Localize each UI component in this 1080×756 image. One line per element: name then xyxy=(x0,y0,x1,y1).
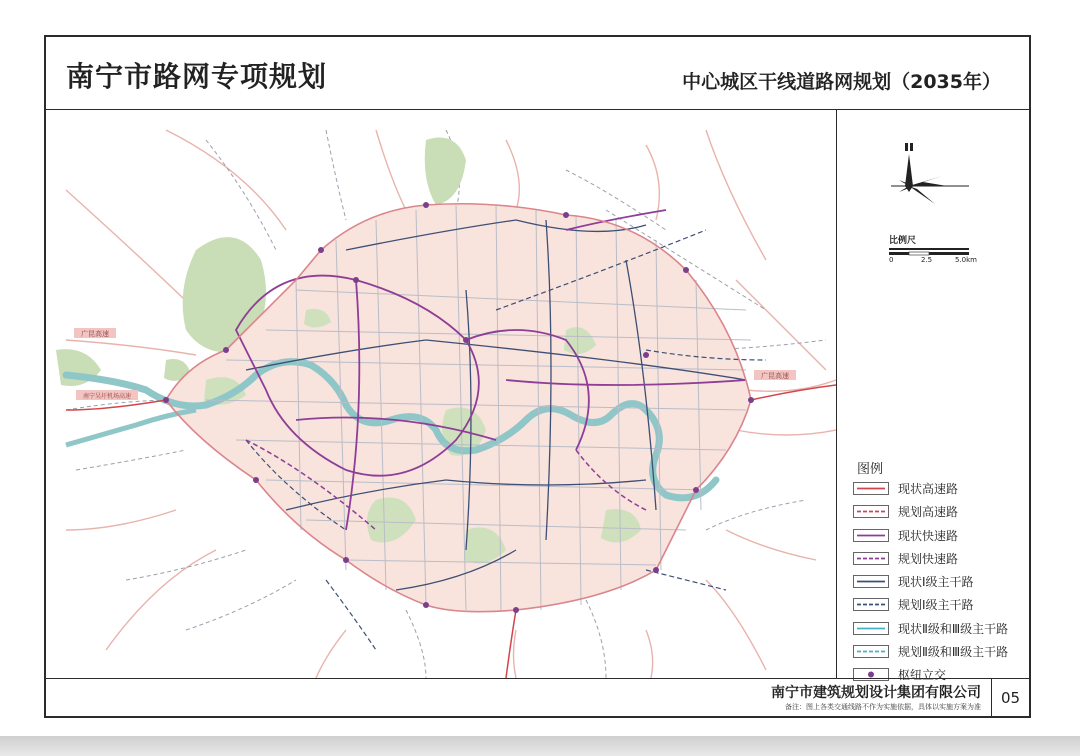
legend-symbol xyxy=(853,482,889,495)
north-arrow-icon xyxy=(887,140,977,224)
legend-item xyxy=(853,619,1029,642)
scale-tick: 0 xyxy=(889,256,894,264)
legend-label: 规划Ⅰ级主干路 xyxy=(898,598,974,613)
scale-tick: 5.0km xyxy=(955,256,978,264)
legend-item xyxy=(853,595,1029,618)
legend-symbol xyxy=(853,552,889,565)
legend-symbol-mark xyxy=(854,646,888,657)
legend-symbol xyxy=(853,505,889,518)
legend-item xyxy=(853,642,1029,665)
page-number: 05 xyxy=(991,679,1029,717)
legend-symbol xyxy=(853,645,889,658)
map-sheet xyxy=(44,35,1031,718)
company-name: 南宁市建筑规划设计集团有限公司 xyxy=(771,685,981,701)
scale-tick: 2.5 xyxy=(921,256,933,264)
footer-note: 备注：图上各类交通线路不作为实施依据，具体以实施方案为准 xyxy=(785,703,981,711)
legend-symbol xyxy=(853,622,889,635)
legend-label: 现状快速路 xyxy=(898,528,959,543)
sheet-title: 南宁市路网专项规划 xyxy=(66,60,328,93)
legend-item xyxy=(853,502,1029,525)
map-canvas xyxy=(46,110,836,678)
legend-symbol-mark xyxy=(854,623,888,634)
route-label: 广昆高速 xyxy=(761,372,789,380)
legend-symbol-mark xyxy=(854,483,888,494)
sheet-header xyxy=(46,37,1029,110)
legend-list xyxy=(853,479,1029,689)
legend-symbol xyxy=(853,598,889,611)
legend-label: 规划高速路 xyxy=(898,505,959,520)
legend-label: 现状Ⅰ级主干路 xyxy=(898,575,974,590)
sheet-footer xyxy=(46,678,1029,717)
road-network-map xyxy=(46,110,837,678)
legend-symbol xyxy=(853,575,889,588)
legend-item xyxy=(853,549,1029,572)
legend-item xyxy=(853,526,1029,549)
scale-ticks xyxy=(889,256,985,268)
legend-panel xyxy=(837,110,1029,683)
legend-symbol xyxy=(853,529,889,542)
river-branch xyxy=(66,410,196,445)
page-shadow xyxy=(0,736,1080,756)
sheet-subtitle: 中心城区干线道路网规划（2035年） xyxy=(682,71,1001,93)
legend-item xyxy=(853,479,1029,502)
legend-symbol-mark xyxy=(854,599,888,610)
route-label: 广昆高速 xyxy=(81,330,109,338)
legend-item xyxy=(853,572,1029,595)
legend-label: 现状Ⅱ级和Ⅲ级主干路 xyxy=(898,621,1009,636)
legend-symbol-mark xyxy=(854,576,888,587)
legend-symbol-mark xyxy=(854,506,888,517)
legend-title: 图例 xyxy=(857,462,884,477)
legend-label: 现状高速路 xyxy=(898,482,959,496)
legend-label: 规划快速路 xyxy=(898,551,959,566)
route-label: 南宁吴圩机场高速 xyxy=(82,393,132,400)
legend-label: 枢纽立交 xyxy=(898,668,947,683)
scale-label: 比例尺 xyxy=(889,236,917,246)
legend-symbol-mark xyxy=(854,553,888,564)
legend-label: 规划Ⅱ级和Ⅲ级主干路 xyxy=(898,645,1009,660)
legend-symbol-mark xyxy=(854,530,888,541)
